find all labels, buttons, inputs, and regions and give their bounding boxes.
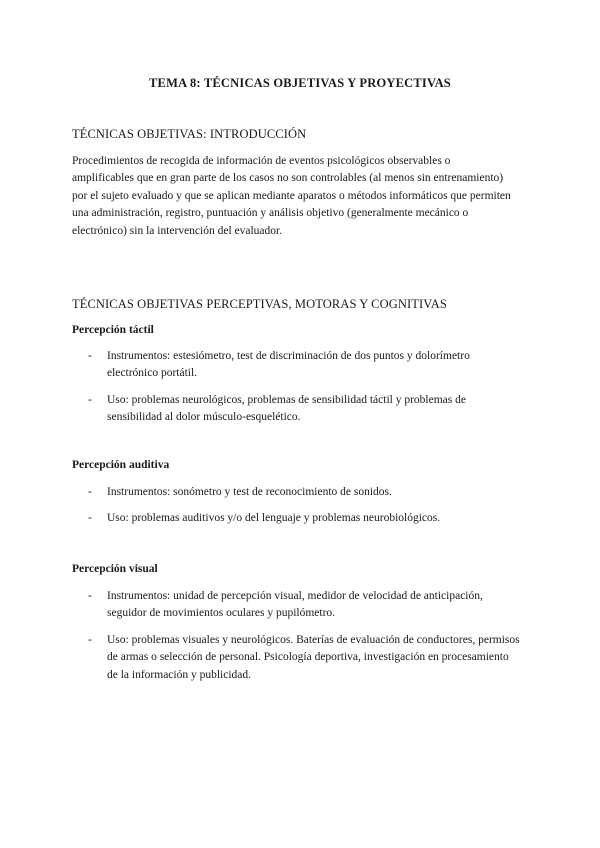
- list-item-text: Uso: problemas neurológicos, problemas de sensibilidad táctil y problemas de sensibilidad al dolor músculo-esquelético.: [107, 393, 466, 424]
- bullet-dash: -: [88, 590, 92, 602]
- bullet-list-auditiva: [72, 484, 522, 537]
- list-item-text: Uso: problemas visuales y neurológicos. Baterías de evaluación de conductores, permisos de armas o selección de personal. Psicología deportiva, investigación en procesamiento de la información y publicidad.: [107, 633, 520, 681]
- list-item-text: Instrumentos: unidad de percepción visual, medidor de velocidad de anticipación, seguidor de movimientos oculares y pupilómetro.: [107, 590, 483, 620]
- list-item: [72, 348, 522, 383]
- subheading-percepcion-auditiva: Percepción auditiva: [72, 459, 170, 471]
- bullet-dash: -: [88, 633, 92, 646]
- bullet-dash: -: [88, 350, 92, 362]
- list-item: [72, 510, 522, 527]
- bullet-dash: -: [88, 512, 92, 525]
- list-item: [72, 392, 522, 427]
- list-item-text: Uso: problemas auditivos y/o del lenguaje y problemas neurobiológicos.: [107, 512, 441, 525]
- document-title: TEMA 8: TÉCNICAS OBJETIVAS Y PROYECTIVAS: [149, 76, 451, 90]
- list-item: [72, 484, 522, 501]
- bullet-dash: -: [88, 486, 92, 498]
- intro-paragraph: Procedimientos de recogida de información de eventos psicológicos observables o amplificables que en gran parte de los casos no son controlables (al menos sin entrenamiento) por el sujeto evaluado y que se aplican mediante aparatos o métodos informáticos que permiten una administración, registro, puntuación y análisis objetivo (generalmente mecánico o electrónico) sin la intervención del evaluador.: [72, 155, 511, 237]
- bullet-list-tactil: [72, 348, 522, 436]
- list-item: [72, 632, 522, 684]
- list-item: [72, 588, 522, 623]
- subheading-percepcion-visual: Percepción visual: [72, 563, 158, 575]
- bullet-list-visual: [72, 588, 522, 693]
- subheading-percepcion-tactil: Percepción táctil: [72, 324, 154, 336]
- section-heading-perceptivas: TÉCNICAS OBJETIVAS PERCEPTIVAS, MOTORAS Y COGNITIVAS: [72, 297, 447, 311]
- list-item-text: Instrumentos: estesiómetro, test de discriminación de dos puntos y dolorímetro electrónico portátil.: [107, 350, 470, 380]
- section-heading-introduccion: TÉCNICAS OBJETIVAS: INTRODUCCIÓN: [72, 127, 307, 141]
- bullet-dash: -: [88, 393, 92, 406]
- list-item-text: Instrumentos: sonómetro y test de reconocimiento de sonidos.: [107, 486, 392, 498]
